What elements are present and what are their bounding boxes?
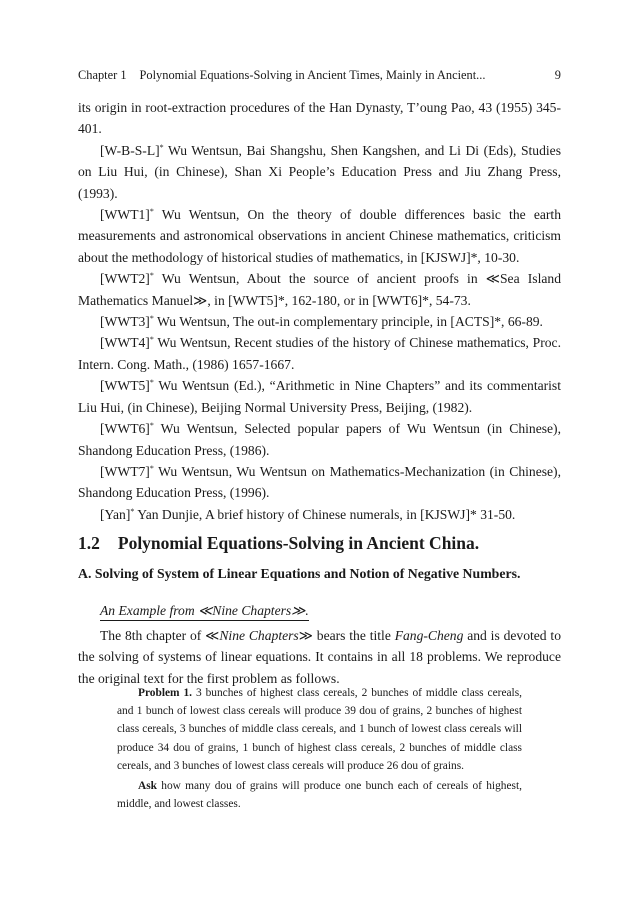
- reference-text: Yan Dunjie, A brief history of Chinese numerals, in [KJSWJ]* 31-50.: [134, 506, 516, 522]
- problem-text: 3 bunches of highest class cereals, 2 bunches of middle class cereals, and 1 bunch of lowest class cereals will produce 39 dou of grains, 2 bunches of highest class cereals, 3 bunches of middle class cereals, and 1 bunch of lowest class cereals will produce 34 dou of grains, 1 bunch of highest class cereals, 2 bunches of middle class cereals, and 3 bunches of lowest class cereals will produce 26 dou of grains.: [117, 687, 523, 772]
- reference-item: [WWT6]* Wu Wentsun, Selected popular papers of Wu Wentsun (in Chinese), Shandong Education Press, (1986).: [78, 421, 561, 458]
- section-number: 1.2: [78, 533, 100, 553]
- reference-item: [W-B-S-L]* Wu Wentsun, Bai Shangshu, Shen Kangshen, and Li Di (Eds), Studies on Liu Hui, (in Chinese), Shan Xi People’s Education Press and Jiu Zhang Press, (1993).: [78, 142, 561, 201]
- reference-key: [WWT2]: [100, 271, 150, 287]
- page-number: 9: [554, 68, 561, 82]
- reference-item: [WWT1]* Wu Wentsun, On the theory of double differences basic the earth measurements and astronomical observations in ancient Chinese mathematics, criticism about the methodology of historical studies of mathematics, in [KJSWJ]*, 10-30.: [78, 207, 561, 265]
- reference-key: [WWT7]: [100, 463, 150, 479]
- header-title: Polynomial Equations-Solving in Ancient Times, Mainly in Ancient...: [139, 68, 486, 82]
- section-heading: [78, 532, 479, 554]
- reference-text: Wu Wentsun, Recent studies of the history of Chinese mathematics, Proc. Intern. Cong. Math., (1986) 1657-1667.: [78, 335, 561, 372]
- header-chapter: Chapter 1: [78, 68, 127, 82]
- fang-cheng-term: Fang-Cheng: [394, 628, 464, 643]
- reference-text: Wu Wentsun, Wu Wentsun on Mathematics-Mechanization (in Chinese), Shandong Education Press, (1996).: [78, 463, 561, 501]
- problem-label: Problem 1.: [138, 687, 193, 699]
- reference-key: [Yan]: [100, 506, 131, 522]
- reference-key: [WWT4]: [100, 335, 150, 351]
- problem-block: [117, 684, 522, 813]
- problem-question: [117, 777, 522, 813]
- reference-text: Wu Wentsun, The out-in complementary principle, in [ACTS]*, 66-89.: [153, 314, 543, 330]
- book-title: Nine Chapters: [219, 628, 299, 643]
- example-heading: An Example from ≪Nine Chapters≫.: [100, 602, 309, 621]
- reference-text: Wu Wentsun, About the source of ancient proofs in ≪Sea Island Mathematics Manuel≫, in [WWT5]*, 162-180, or in [WWT6]*, 54-73.: [78, 271, 561, 308]
- reference-text: Wu Wentsun, On the theory of double differences basic the earth measurements and astronomical observations in ancient Chinese mathematics, criticism about the methodology of historical studies of mathematics, in [KJSWJ]*, 10-30.: [78, 207, 561, 265]
- reference-key: [WWT1]: [100, 207, 150, 223]
- reference-list: [78, 97, 561, 525]
- ask-label: Ask: [138, 780, 157, 793]
- reference-text: Wu Wentsun (Ed.), “Arithmetic in Nine Chapters” and its commentarist Liu Hui, (in Chinese), Beijing Normal University Press, Beijing, (1982).: [78, 378, 561, 415]
- section-title: Polynomial Equations-Solving in Ancient China.: [117, 533, 480, 553]
- reference-item: [Yan]* Yan Dunjie, A brief history of Chinese numerals, in [KJSWJ]* 31-50.: [100, 506, 516, 522]
- reference-item: [WWT3]* Wu Wentsun, The out-in complementary principle, in [ACTS]*, 66-89.: [100, 314, 543, 330]
- running-header: [78, 68, 561, 83]
- ask-text: how many dou of grains will produce one bunch each of cereals of highest, middle, and lowest classes.: [117, 780, 522, 811]
- intro-paragraph: The 8th chapter of ≪Nine Chapters≫ bears the title Fang-Cheng and is devoted to the solving of systems of linear equations. It contains in all 18 problems. We reproduce the original text for the first problem as follows.: [78, 628, 562, 686]
- reference-text: Wu Wentsun, Selected popular papers of Wu Wentsun (in Chinese), Shandong Education Press, (1986).: [78, 421, 561, 458]
- header-left: [78, 68, 485, 83]
- reference-key: [WWT3]: [100, 314, 150, 330]
- reference-item: [WWT4]* Wu Wentsun, Recent studies of the history of Chinese mathematics, Proc. Intern. Cong. Math., (1986) 1657-1667.: [78, 335, 561, 372]
- subsection-heading: A. Solving of System of Linear Equations and Notion of Negative Numbers.: [78, 566, 521, 581]
- reference-item: [WWT5]* Wu Wentsun (Ed.), “Arithmetic in Nine Chapters” and its commentarist Liu Hui, (in Chinese), Beijing Normal University Press, Beijing, (1982).: [78, 378, 561, 415]
- reference-key: [W-B-S-L]: [100, 142, 160, 158]
- reference-text: Wu Wentsun, Bai Shangshu, Shen Kangshen, and Li Di (Eds), Studies on Liu Hui, (in Chinese), Shan Xi People’s Education Press and Jiu Zhang Press, (1993).: [78, 142, 561, 201]
- problem-statement: [117, 684, 522, 775]
- reference-item: [WWT7]* Wu Wentsun, Wu Wentsun on Mathematics-Mechanization (in Chinese), Shandong Education Press, (1996).: [78, 463, 561, 501]
- reference-key: [WWT5]: [100, 378, 150, 394]
- reference-continuation: its origin in root-extraction procedures of the Han Dynasty, T’oung Pao, 43 (1955) 345-401.: [78, 100, 561, 137]
- reference-key: [WWT6]: [100, 421, 150, 437]
- reference-item: [WWT2]* Wu Wentsun, About the source of ancient proofs in ≪Sea Island Mathematics Manuel≫, in [WWT5]*, 162-180, or in [WWT6]*, 54-73.: [78, 271, 561, 308]
